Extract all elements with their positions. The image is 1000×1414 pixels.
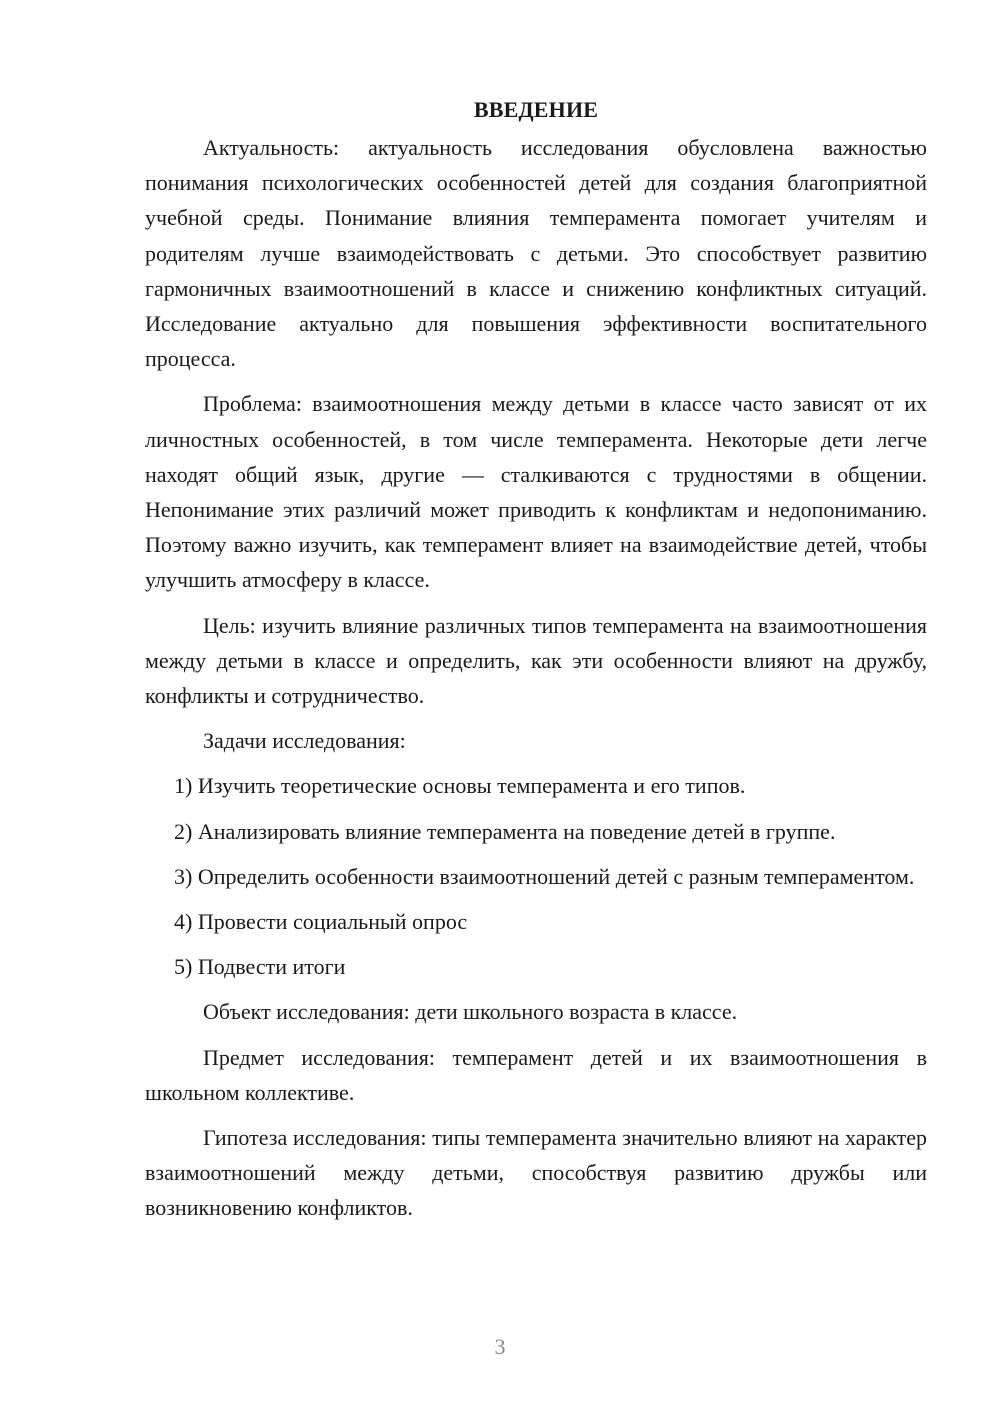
object-paragraph: Объект исследования: дети школьного возраста в классе. (203, 999, 738, 1025)
document-page (145, 92, 927, 1236)
problem-paragraph: Проблема: взаимоотношения между детьми в классе часто зависят от их личностных особенностей, в том числе темперамента. Некоторые дети легче находят общий язык, другие — сталкиваются с трудностями в общении. Непонимание этих различий может приводить к конфликтам и недопониманию. Поэтому важно изучить, как темперамент влияет на взаимодействие детей, чтобы улучшить атмосферу в классе. (145, 391, 927, 593)
task-item-1: 1) Изучить теоретические основы темперамента и его типов. (174, 773, 746, 799)
subject-paragraph: Предмет исследования: темперамент детей и их взаимоотношения в школьном коллективе. (145, 1044, 927, 1105)
page-number: 3 (494, 1334, 506, 1359)
hypothesis-paragraph: Гипотеза исследования: типы темперамента значительно влияют на характер взаимоотношений между детьми, способствуя развитию дружбы или возникновению конфликтов. (145, 1125, 927, 1221)
task-item-4: 4) Провести социальный опрос (174, 909, 468, 935)
task-item-2: 2) Анализировать влияние темперамента на поведение детей в группе. (174, 818, 836, 844)
task-item-5: 5) Подвести итоги (174, 954, 346, 980)
tasks-heading: Задачи исследования: (203, 728, 406, 754)
task-item-3: 3) Определить особенности взаимоотношений детей с разным темпераментом. (174, 863, 915, 889)
relevance-paragraph: Актуальность: актуальность исследования обусловлена важностью понимания психологических особенностей детей для создания благоприятной учебной среды. Понимание влияния темперамента помогает учителям и родителям лучше взаимодействовать с детьми. Это способствует развитию гармоничных взаимоотношений в классе и снижению конфликтных ситуаций. Исследование актуально для повышения эффективности воспитательного процесса. (145, 135, 927, 372)
section-title: ВВЕДЕНИЕ (473, 97, 599, 122)
goal-paragraph: Цель: изучить влияние различных типов темперамента на взаимоотношения между детьми в классе и определить, как эти особенности влияют на дружбу, конфликты и сотрудничество. (145, 612, 927, 709)
